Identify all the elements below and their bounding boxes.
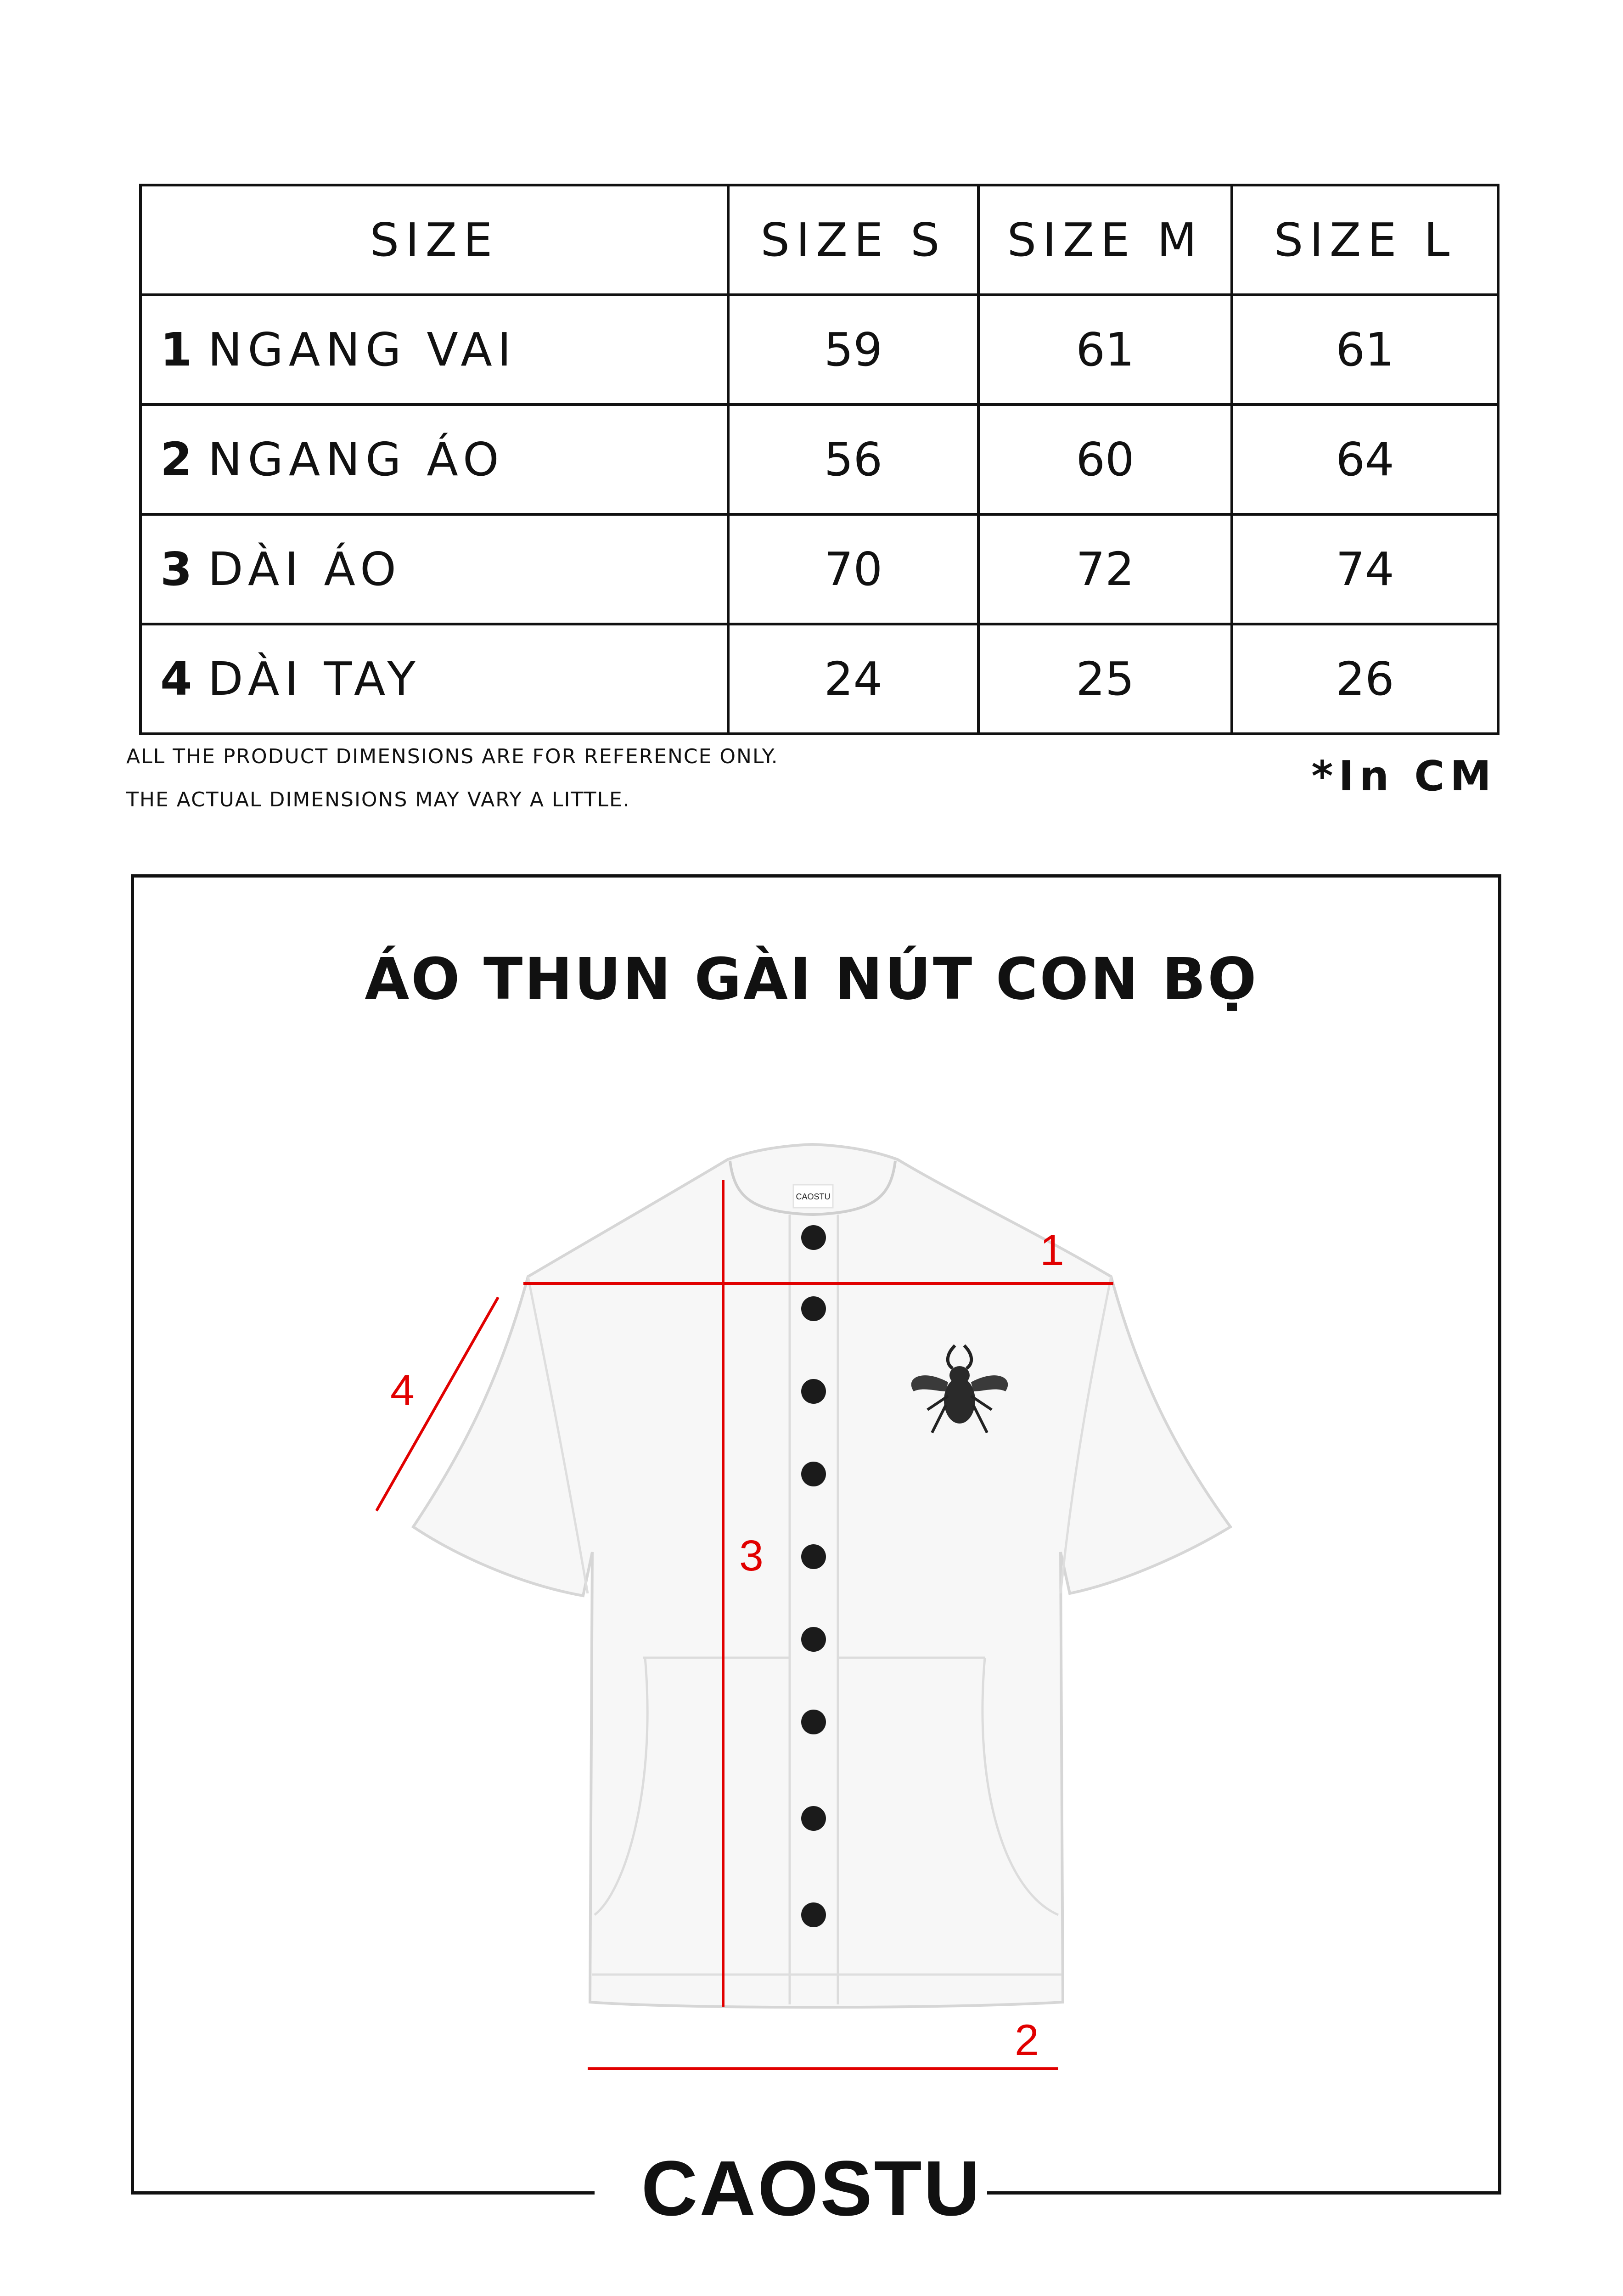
- shirt-button: [801, 1379, 826, 1404]
- row-number: 1: [160, 323, 192, 377]
- cell-s: 59: [728, 295, 978, 405]
- shirt-drawing: [413, 1144, 1230, 2007]
- header-size: SIZE: [140, 185, 728, 295]
- shirt-button: [801, 1806, 826, 1831]
- measure-label-1: 1: [1040, 1226, 1064, 1275]
- header-size-s: SIZE S: [728, 185, 978, 295]
- shirt-button: [801, 1462, 826, 1486]
- shirt-button: [801, 1627, 826, 1652]
- row-label-text: NGANG ÁO: [208, 433, 505, 486]
- collar-tag-text: CAOSTU: [796, 1192, 831, 1201]
- row-label-text: DÀI ÁO: [208, 542, 402, 596]
- row-number: 2: [160, 433, 192, 486]
- cell-l: 61: [1232, 295, 1498, 405]
- cell-m: 72: [978, 514, 1232, 624]
- measure-label-2: 2: [1015, 2016, 1039, 2065]
- shirt-button: [801, 1544, 826, 1569]
- product-title: ÁO THUN GÀI NÚT CON BỌ: [365, 946, 1258, 1013]
- row-number: 4: [160, 652, 192, 706]
- measure-label-3: 3: [739, 1531, 764, 1580]
- cell-m: 25: [978, 624, 1232, 734]
- brand-logo: CAOSTU: [641, 2145, 982, 2232]
- header-size-m: SIZE M: [978, 185, 1232, 295]
- shirt-button: [801, 1710, 826, 1734]
- unit-label: *In CM: [1311, 752, 1497, 800]
- cell-m: 60: [978, 405, 1232, 514]
- measure-label-4: 4: [390, 1366, 415, 1415]
- cell-s: 24: [728, 624, 978, 734]
- cell-l: 64: [1232, 405, 1498, 514]
- disclaimer-line-2: THE ACTUAL DIMENSIONS MAY VARY A LITTLE.: [126, 788, 630, 811]
- cell-m: 61: [978, 295, 1232, 405]
- cell-s: 70: [728, 514, 978, 624]
- row-label-text: NGANG VAI: [208, 323, 517, 377]
- shirt-outline: [413, 1144, 1230, 2007]
- shirt-button: [801, 1902, 826, 1927]
- row-number: 3: [160, 542, 192, 596]
- cell-s: 56: [728, 405, 978, 514]
- cell-l: 26: [1232, 624, 1498, 734]
- row-label-text: DÀI TAY: [208, 652, 421, 706]
- header-size-l: SIZE L: [1232, 185, 1498, 295]
- cell-l: 74: [1232, 514, 1498, 624]
- shirt-button: [801, 1296, 826, 1321]
- shirt-button: [801, 1225, 826, 1250]
- disclaimer-line-1: ALL THE PRODUCT DIMENSIONS ARE FOR REFERENCE ONLY.: [126, 745, 779, 768]
